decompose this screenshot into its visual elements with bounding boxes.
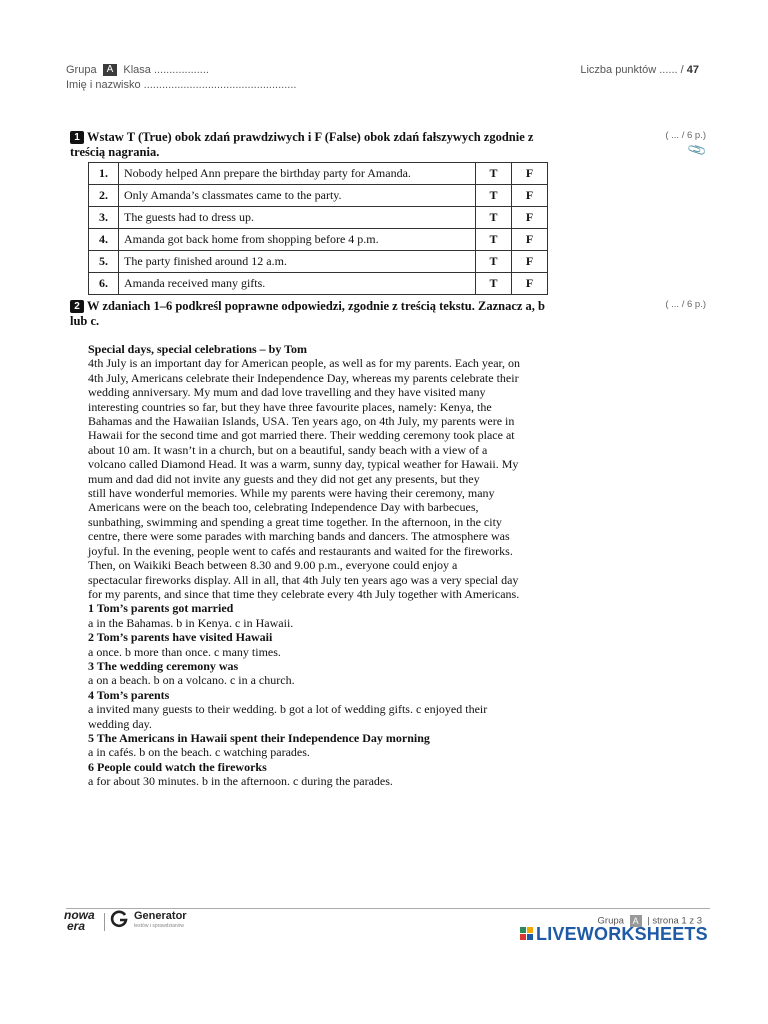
questions-list [88,601,568,788]
tf-row [89,207,548,229]
question-options[interactable]: a invited many guests to their wedding. b got a lot of wedding gifts. c enjoyed their [88,702,488,717]
question-options[interactable]: wedding day. [88,716,152,731]
reading-text [88,342,568,789]
false-option[interactable]: F [512,185,548,207]
text-line: spectacular fireworks display. All in all, that 4th July ten years ago was a very special day [88,572,519,587]
liveworksheets-icon [520,927,534,941]
task2-text: W zdaniach 1–6 podkreśl poprawne odpowiedzi, zgodnie z treścią tekstu. Zaznacz a, b lub c. [70,299,546,328]
class-field[interactable]: Klasa .................. [123,64,209,76]
task2-number: 2 [70,300,84,313]
generator-logo-icon [110,910,128,928]
generator-title: Generator [134,910,187,922]
task1-number: 1 [70,131,84,144]
task2-points: ( ... / 6 p.) [665,299,706,310]
group-label: Grupa [66,64,97,76]
tf-row-number: 1. [89,163,119,185]
question-stem: 2 Tom’s parents have visited Hawaii [88,630,273,645]
tf-statement: The guests had to dress up. [119,207,476,229]
name-field[interactable]: Imię i nazwisko .................................................. [66,79,297,91]
task1-text: Wstaw T (True) obok zdań prawdziwych i F (False) obok zdań fałszywych zgodnie z treścią nagrania. [70,130,534,159]
tf-row-number: 2. [89,185,119,207]
tf-row [89,229,548,251]
logo-line2: era [67,919,86,933]
true-false-table [88,162,548,295]
tf-row [89,273,548,295]
true-option[interactable]: T [476,185,512,207]
false-option[interactable]: F [512,207,548,229]
text-line: interesting countries so far, but they have three favourite places, namely: Kenya, the [88,399,492,414]
generator-subtitle: testów i sprawdzianów [134,923,185,929]
footer-separator [104,913,105,931]
tf-statement: The party finished around 12 a.m. [119,251,476,273]
task2-instruction [70,299,560,329]
tf-row [89,251,548,273]
tf-row-number: 3. [89,207,119,229]
text-line: about 10 am. It wasn’t in a church, but on a beautiful, sandy beach with a view of a [88,442,488,457]
task1-instruction [70,130,560,160]
text-line: Then, on Waikiki Beach between 8.30 and 9.00 p.m., everyone could enjoy a [88,558,458,573]
tf-statement: Amanda received many gifts. [119,273,476,295]
text-line: centre, there were some parades with marching bands and dancers. The atmosphere was [88,529,510,544]
tf-statement: Only Amanda’s classmates came to the party. [119,185,476,207]
true-option[interactable]: T [476,163,512,185]
text-line: wedding anniversary. My mum and dad love travelling and they have visited many [88,385,486,400]
true-option[interactable]: T [476,273,512,295]
question-options[interactable]: a for about 30 minutes. b in the afternoon. c during the parades. [88,774,393,789]
tf-row [89,163,548,185]
page-group-label: Grupa [597,915,624,927]
question-stem: 4 Tom’s parents [88,687,170,702]
tf-statement: Amanda got back home from shopping before 4 p.m. [119,229,476,251]
nowa-era-logo [64,910,95,932]
tf-row-number: 6. [89,273,119,295]
false-option[interactable]: F [512,163,548,185]
footer-divider [66,908,710,909]
score-total: 47 [686,64,699,76]
text-line: still have wonderful memories. While my parents were having their ceremony, many [88,486,495,501]
text-line: Hawaii for the second time and got married there. Their wedding ceremony took place at [88,428,515,443]
task1-points: ( ... / 6 p.) [665,130,706,141]
text-line: 4th July is an important day for American people, as well as for my parents. Each year, on [88,356,521,371]
question-options[interactable]: a in cafés. b on the beach. c watching parades. [88,745,310,760]
text-line: sunbathing, swimming and spending a great time together. In the afternoon, in the city [88,514,502,529]
text-line: Americans were on the beach too, celebrating Independence Day with barbecues, [88,500,479,515]
false-option[interactable]: F [512,273,548,295]
text-body [88,356,568,601]
text-line: 4th July, Americans celebrate their Independence Day, whereas my parents celebrate their [88,370,519,385]
false-option[interactable]: F [512,229,548,251]
true-option[interactable]: T [476,251,512,273]
text-title: Special days, special celebrations – by Tom [88,342,308,356]
tf-statement: Nobody helped Ann prepare the birthday party for Amanda. [119,163,476,185]
tf-row-number: 4. [89,229,119,251]
question-options[interactable]: a in the Bahamas. b in Kenya. c in Hawaii. [88,615,294,630]
liveworksheets-watermark [520,924,708,945]
page-group-badge: A [630,915,642,927]
text-line: mum and dad did not invite any guests and they did not get any presents, but they [88,471,480,486]
false-option[interactable]: F [512,251,548,273]
question-options[interactable]: a once. b more than once. c many times. [88,644,281,659]
question-stem: 6 People could watch the fireworks [88,759,267,774]
logo-line1: nowa [64,908,95,922]
page-number: | strona 1 z 3 [647,915,702,927]
question-stem: 1 Tom’s parents got married [88,601,234,616]
text-line: volcano called Diamond Head. It was a warm, sunny day, typical weather for Hawaii. My [88,457,519,472]
text-line: joyful. In the evening, people went to cafés and restaurants and waited for the fireworks. [88,543,513,558]
question-stem: 5 The Americans in Hawaii spent their Independence Day morning [88,730,430,745]
tf-row [89,185,548,207]
header-info [66,63,296,93]
score-label: Liczba punktów ...... / [580,64,684,76]
true-option[interactable]: T [476,229,512,251]
tf-row-number: 5. [89,251,119,273]
question-options[interactable]: a on a beach. b on a volcano. c in a church. [88,673,295,688]
question-stem: 3 The wedding ceremony was [88,658,239,673]
true-option[interactable]: T [476,207,512,229]
paperclip-icon: 📎 [685,139,708,161]
group-badge: A [103,64,118,76]
score-box [580,63,699,78]
generator-logo [134,910,187,929]
text-line: for my parents, and since that time they celebrate every 4th July together with Americans. [88,586,520,601]
watermark-text: LIVEWORKSHEETS [536,924,708,944]
text-line: Bahamas and the Hawaiian Islands, USA. Ten years ago, on 4th July, my parents were in [88,414,515,429]
